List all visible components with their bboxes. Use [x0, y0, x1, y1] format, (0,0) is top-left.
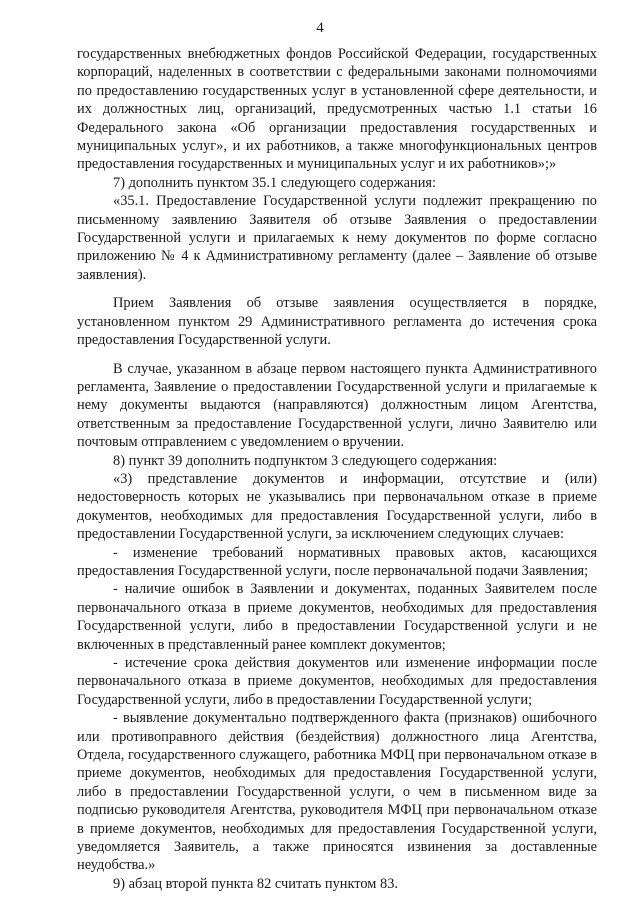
amendment-item-8: 8) пункт 39 дополнить подпунктом 3 следующего содержания:	[113, 452, 498, 469]
subclause-3: «3) представление документов и информации, отсутствие и (или) недостоверность которых не указывались при первоначальном отказе в приеме документов, необходимых для предоставления Государственной услуги, либо в предоставлении Государственной услуги, за исключением следующих случаев:	[77, 470, 597, 543]
exception-item-1: - изменение требований нормативных правовых актов, касающихся предоставления Государственной услуги, после первоначальной подачи Заявления;	[77, 544, 597, 579]
amendment-item-9: 9) абзац второй пункта 82 считать пунктом 83.	[113, 875, 399, 892]
paragraph-withdrawal-reception: Прием Заявления об отзыве заявления осуществляется в порядке, установленном пунктом 29 Административного регламента до истечения срока предоставления Государственной услуги.	[77, 295, 597, 349]
paragraph-continuation: государственных внебюджетных фондов Российской Федерации, государственных корпораций, наделенных в соответствии с федеральными законами полномочиями по предоставлению государственных услуг в установленной сфере деятельности, и их должностных лиц, организаций, предусмотренных частью 1.1 статьи 16 Федерального закона «Об организации предоставления государственных и муниципальных услуг», и их работников, а также многофункциональных центров предоставления государственных и муниципальных услуг и их работников»;»	[77, 46, 597, 173]
exception-item-4: - выявление документально подтвержденного факта (признаков) ошибочного или противоправного действия (бездействия) должностного лица Агентства, Отдела, государственного служащего, работника МФЦ при первоначальном отказе в приеме документов, необходимых для предоставления Государственной услуги, либо в предоставлении Государственной услуги, о чем в письменном виде за подписью руководителя Агентства, руководителя МФЦ при первоначальном отказе в приеме документов, необходимых для предоставления Государственной услуги, уведомляется Заявитель, а также приносятся извинения за доставленные неудобства.»	[77, 710, 597, 874]
page-number: 4	[316, 20, 324, 36]
amendment-item-7: 7) дополнить пунктом 35.1 следующего содержания:	[113, 174, 437, 191]
document-body	[77, 45, 597, 893]
clause-35-1: «35.1. Предоставление Государственной услуги подлежит прекращению по письменному заявлению Заявителя об отзыве Заявления о предоставлении Государственной услуги и прилагаемых к нему документов по форме согласно приложению № 4 к Административному регламенту (далее – Заявление об отзыве заявления).	[77, 193, 597, 283]
paragraph-documents-return: В случае, указанном в абзаце первом настоящего пункта Административного регламента, Заявление о предоставлении Государственной услуги и прилагаемые к нему документы выдаются (направляются) должностным лицом Агентства, ответственным за предоставление Государственной услуги, лично Заявителю или почтовым отправлением с уведомлением о вручении.	[77, 360, 597, 451]
exception-item-3: - истечение срока действия документов или изменение информации после первоначального отказа в приеме документов, необходимых для предоставления Государственной услуги, либо в предоставлении Государственной услуги;	[77, 655, 597, 708]
exception-item-2: - наличие ошибок в Заявлении и документах, поданных Заявителем после первоначального отказа в приеме документов, необходимых для предоставления Государственной услуги, либо в предоставлении Государственной услуги и не включенных в представленный ранее комплект документов;	[77, 581, 597, 653]
